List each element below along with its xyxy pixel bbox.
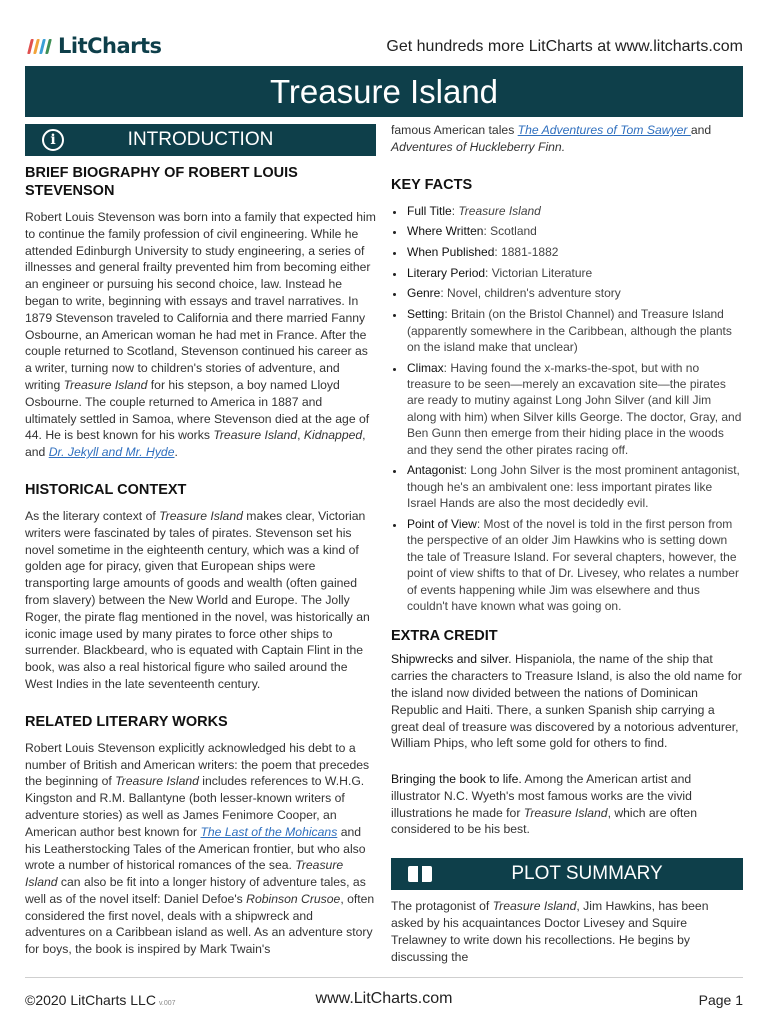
header-tagline: Get hundreds more LitCharts at www.litcharts.com (386, 38, 743, 55)
key-fact-value: Scotland (490, 224, 537, 239)
litcharts-logo[interactable] (29, 34, 162, 58)
key-fact-item: • Genre: Novel, children's adventure story (405, 285, 743, 301)
key-fact-value: 1881-1882 (501, 245, 559, 259)
key-fact-value: Long John Silver is the most prominent antagonist, though he's an ambivalent one: less important pirates like Israel Hands are also the most decidedly evil. (407, 463, 740, 511)
jekyll-hyde-link[interactable]: Dr. Jekyll and Mr. Hyde (48, 445, 175, 460)
key-fact-label: Point of View (407, 516, 477, 531)
plot-summary-banner (391, 858, 743, 890)
last-of-the-mohicans-link[interactable]: The Last of the Mohicans (200, 824, 338, 839)
key-fact-item: • Setting: Britain (on the Bristol Channel) and Treasure Island (apparently somewhere in the Caribbean, although the plants on the island make that unclear) (405, 306, 743, 355)
key-fact-item: • Antagonist: Long John Silver is the most prominent antagonist, though he's an ambivalent one: less important pirates like Israel Hands are also the most decidedly evil. (405, 462, 743, 511)
related-works-paragraph: Robert Louis Stevenson explicitly acknowledged his debt to a number of British and American writers: the poem that precedes the beginning of Treasure Island includes references to W.H.G. Kingston and R.M. Ballantyne (both lesser-known writers of adventure stories) as well as James Fenimore Cooper, an American author best known for The Last of the Mohicans and his Leatherstocking Tales of the American frontier, but who also wrote a number of historical romances of the sea. Treasure Island can also be fit into a longer history of adventure tales, as well as of the novel itself: Daniel Defoe's Robinson Crusoe, often considered the first novel, deals with a shipwreck and adventures on a Caribbean island as well. As an adventure story for boys, the book is inspired by Mark Twain's (25, 740, 375, 957)
key-fact-label: Literary Period (407, 265, 486, 280)
key-fact-item: • Where Written: Scotland (405, 223, 743, 239)
key-fact-item: • Point of View: Most of the novel is told in the first person from the perspective of an older Jim Hawkins who is setting down the tale of Treasure Island. For several chapters, however, the point of view shifts to that of Dr. Livesey, who relates a number of events happening while Jim was elsewhere and thus couldn't have known what was going on. (405, 516, 743, 614)
key-fact-label: When Published (407, 245, 495, 259)
key-fact-label: Climax (407, 360, 444, 375)
introduction-heading: INTRODUCTION (127, 129, 274, 150)
key-facts-list (391, 203, 743, 615)
footer-divider (25, 977, 743, 978)
key-fact-value: Having found the x-marks-the-spot, but with no treasure to be seen—merely an excavation site—the pirates are ready to mutiny against Long John Silver (and kill Jim along with him) when Silver kills George. The doctor, Gray, and Ben Gunn then emerge from their hiding place in the woods and they send the other pirates racing off. (407, 360, 742, 457)
right-column (391, 122, 743, 965)
key-fact-value: Novel, children's adventure story (447, 286, 621, 301)
key-fact-item: • When Published: 1881-1882 (405, 244, 743, 260)
book-icon (408, 866, 432, 882)
plot-summary-heading: PLOT SUMMARY (511, 863, 663, 885)
key-fact-label: Where Written (407, 224, 484, 239)
related-works-continued: famous American tales The Adventures of Tom Sawyer and Adventures of Huckleberry Finn. (391, 123, 712, 154)
extra-credit-paragraph-2: Bringing the book to life. Among the American artist and illustrator N.C. Wyeth's most famous works are the vivid illustrations he made for Treasure Island, which are often considered to be his best. (391, 772, 697, 837)
key-fact-label: Genre (407, 286, 441, 301)
key-fact-value: Britain (on the Bristol Channel) and Treasure Island (apparently somewhere in the Caribbean, although the plants on the island make that unclear) (407, 307, 732, 354)
footer-site-link[interactable]: www.LitCharts.com (315, 990, 453, 1007)
footer-page-number: Page 1 (698, 992, 743, 1008)
extra-credit-paragraph-1: Shipwrecks and silver. Hispaniola, the name of the ship that carries the characters to Treasure Island, is also the old name for the island now divided between the nations of Dominican Republic and Haiti. There, a sunken Spanish ship carrying a great deal of treasure was discovered by a notorious adventurer, William Phips, who left some gold for others to find. (391, 652, 742, 751)
biography-paragraph: Robert Louis Stevenson was born into a family that expected him to continue the family profession of civil engineering. While he attended Edinburgh University to study engineering, a series of illnesses and general frailty prevented him from becoming either an engineer or pursuing his second choice, law. Instead he began to write, beginning with essays and travel narratives. In 1879 Stevenson traveled to California and there married Fanny Osbourne, an American woman he had met in France. After the couple returned to Scotland, Stevenson continued his career as a writer, turning now to children's stories of adventure, and writing Treasure Island for his stepson, a boy named Lloyd Osbourne. The couple returned to America in 1887 and ultimately settled in Samoa, where Stevenson died at the age of 44. He is best known for his works Treasure Island, Kidnapped, and Dr. Jekyll and Mr. Hyde. (25, 210, 376, 460)
key-fact-item: • Climax: Having found the x-marks-the-spot, but with no treasure to be seen—merely an excavation site—the pirates are ready to mutiny against Long John Silver (and kill Jim along with him) when Silver kills George. The doctor, Gray, and Ben Gunn then emerge from their hiding place in the woods and they send the other pirates racing off. (405, 360, 743, 458)
key-fact-value: Treasure Island (458, 203, 541, 218)
key-fact-item: • Literary Period: Victorian Literature (405, 265, 743, 281)
page-header (25, 28, 743, 64)
key-fact-item: • Full Title: Treasure Island (405, 203, 743, 219)
info-icon: i (42, 129, 64, 151)
key-fact-label: Full Title (407, 203, 452, 218)
tom-sawyer-link[interactable]: The Adventures of Tom Sawyer (517, 123, 691, 137)
related-works-heading: RELATED LITERARY WORKS (25, 713, 228, 730)
footer-version: v.007 (158, 1000, 176, 1007)
biography-heading: BRIEF BIOGRAPHY OF ROBERT LOUIS STEVENSON (25, 165, 298, 199)
introduction-banner (25, 124, 376, 156)
key-fact-value: Most of the novel is told in the first person from the perspective of an older Jim Hawkins who is setting down the tale of Treasure Island. For several chapters, however, the point of view shifts to that of Dr. Livesey, who relates a number of events happening while Jim was elsewhere and thus couldn't have known what was going on. (407, 516, 739, 613)
plot-summary-paragraph: The protagonist of Treasure Island, Jim Hawkins, has been asked by his acquaintances Doctor Livesey and Squire Trelawney to write down his recollections. He begins by discussing the (391, 899, 709, 964)
footer-copyright: ©2020 LitCharts LLC v.007 (25, 992, 176, 1008)
left-column (25, 124, 376, 958)
historical-context-heading: HISTORICAL CONTEXT (25, 481, 187, 498)
key-fact-value: Victorian Literature (491, 265, 593, 280)
logo-text: LitCharts (58, 34, 162, 58)
key-fact-label: Antagonist (407, 463, 464, 478)
key-facts-heading: KEY FACTS (391, 176, 473, 193)
logo-bar-green (45, 39, 52, 54)
key-fact-label: Setting (407, 307, 445, 322)
document-title: Treasure Island (25, 66, 743, 117)
extra-credit-heading: EXTRA CREDIT (391, 628, 498, 645)
logo-bars-icon (27, 39, 52, 54)
historical-context-paragraph: As the literary context of Treasure Island makes clear, Victorian writers were fascinated by tales of pirates. Stevenson set his novel sometime in the eighteenth century, which was a kind of golden age for piracy, given that European ships were transporting large amounts of goods and wealth (often gained from slavery) between the New World and Europe. The Jolly Roger, the pirate flag mentioned in the novel, was historically an iconic image used by many pirates to force other ships to surrender. Blackbeard, who is equated with Captain Flint in the book, was also a real historical figure who sailed around the West Indies in the late seventeenth century. (25, 508, 370, 691)
